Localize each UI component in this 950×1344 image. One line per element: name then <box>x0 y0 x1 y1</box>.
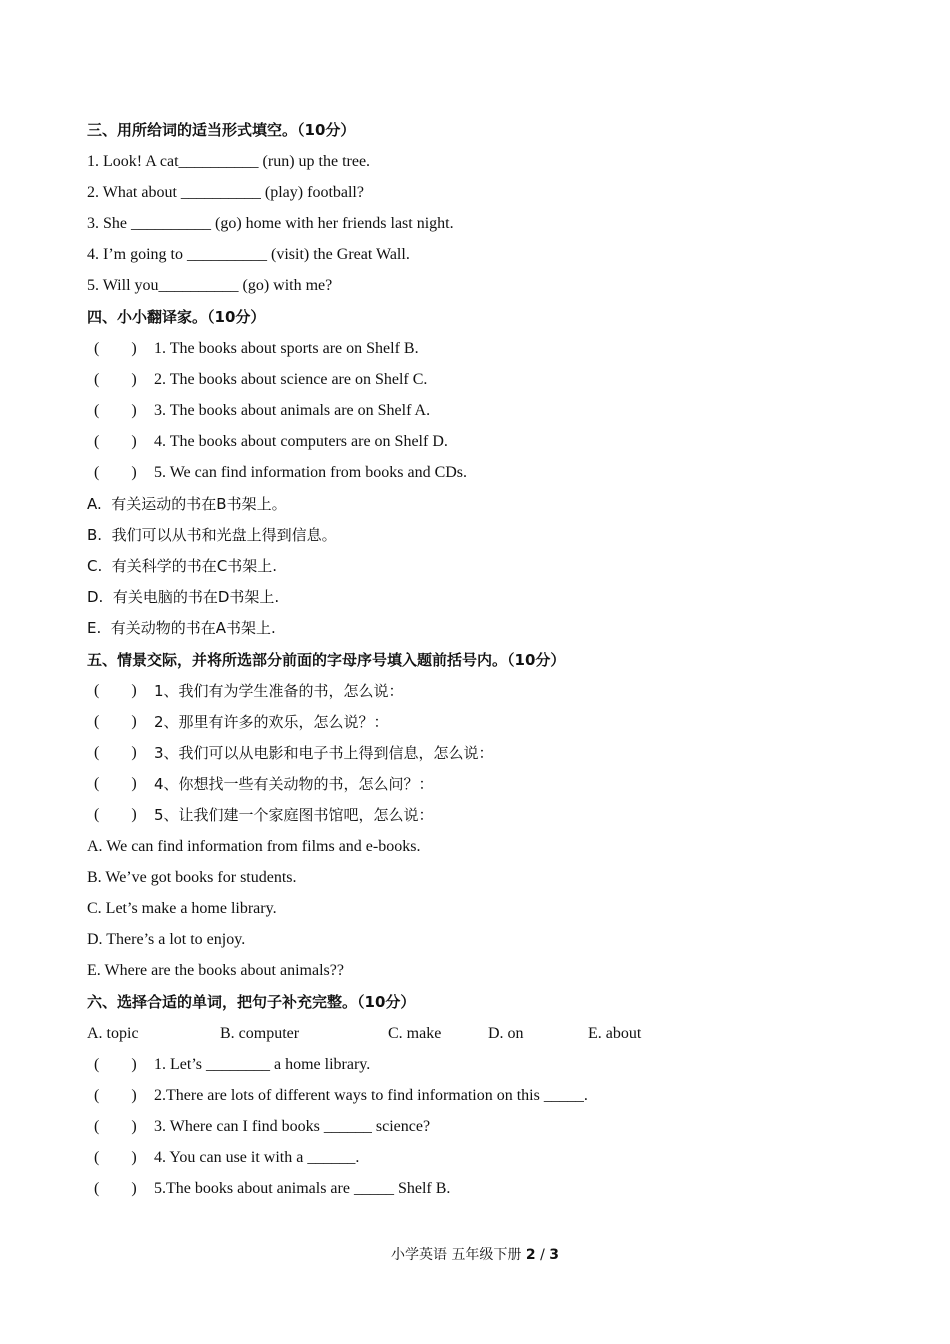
footer-label: 小学英语 五年级下册 <box>390 1247 526 1263</box>
section-5-item-4: 4、你想找一些有关动物的书，怎么问？： <box>154 775 434 793</box>
word-choice-a: A. topic <box>87 1025 139 1042</box>
section-4-item-2: 2. The books about science are on Shelf C. <box>154 371 428 388</box>
section-5-option-b: B. We’ve got books for students. <box>87 869 297 886</box>
section-4-heading: 四、小小翻译家。（10分） <box>87 308 266 326</box>
section-6-heading: 六、选择合适的单词，把句子补充完整。（10分） <box>87 993 416 1011</box>
section-4-option-d: D. 有关电脑的书在D书架上. <box>87 588 280 606</box>
answer-bracket: ( ) <box>94 1087 137 1104</box>
section-3-item-5: 5. Will you__________ (go) with me? <box>87 277 333 294</box>
section-5-option-d: D. There’s a lot to enjoy. <box>87 931 246 948</box>
answer-bracket: ( ) <box>94 371 137 388</box>
section-5-heading: 五、情景交际，并将所选部分前面的字母序号填入题前括号内。（10分） <box>87 651 566 669</box>
answer-bracket: ( ) <box>94 744 137 761</box>
section-5-item-2: 2、那里有许多的欢乐，怎么说？： <box>154 713 389 731</box>
section-6-item-4: 4. You can use it with a ______. <box>154 1149 360 1166</box>
section-3-heading: 三、用所给词的适当形式填空。（10分） <box>87 121 356 139</box>
section-4-option-b: B. 我们可以从书和光盘上得到信息。 <box>87 526 337 544</box>
section-6-item-1: 1. Let’s ________ a home library. <box>154 1056 371 1073</box>
page-footer <box>0 1246 950 1264</box>
answer-bracket: ( ) <box>94 340 137 357</box>
page-total: 3 <box>549 1247 560 1263</box>
section-6-item-2: 2.There are lots of different ways to find information on this _____. <box>154 1087 588 1104</box>
answer-bracket: ( ) <box>94 713 137 730</box>
section-4-item-3: 3. The books about animals are on Shelf A. <box>154 402 431 419</box>
word-choice-c: C. make <box>388 1025 442 1042</box>
page-separator: / <box>535 1247 550 1263</box>
section-3-item-1: 1. Look! A cat__________ (run) up the tree. <box>87 153 371 170</box>
answer-bracket: ( ) <box>94 1056 137 1073</box>
section-4-item-1: 1. The books about sports are on Shelf B. <box>154 340 419 357</box>
section-4-option-c: C. 有关科学的书在C书架上. <box>87 557 278 575</box>
answer-bracket: ( ) <box>94 402 137 419</box>
section-3-item-2: 2. What about __________ (play) football? <box>87 184 364 201</box>
answer-bracket: ( ) <box>94 806 137 823</box>
section-5-option-c: C. Let’s make a home library. <box>87 900 277 917</box>
page-number: 2 <box>525 1247 536 1263</box>
section-5-item-3: 3、我们可以从电影和电子书上得到信息，怎么说： <box>154 744 494 762</box>
word-choice-e: E. about <box>588 1025 642 1042</box>
section-6-item-5: 5.The books about animals are _____ Shelf B. <box>154 1180 451 1197</box>
section-5-item-1: 1、我们有为学生准备的书，怎么说： <box>154 682 404 700</box>
word-choice-b: B. computer <box>220 1025 300 1042</box>
answer-bracket: ( ) <box>94 1149 137 1166</box>
section-5-option-e: E. Where are the books about animals?? <box>87 962 344 979</box>
section-4-option-a: A. 有关运动的书在B书架上。 <box>87 495 287 513</box>
section-5-option-a: A. We can find information from films and e-books. <box>87 838 421 855</box>
section-4-item-5: 5. We can find information from books and CDs. <box>154 464 468 481</box>
section-3-item-3: 3. She __________ (go) home with her friends last night. <box>87 215 454 232</box>
answer-bracket: ( ) <box>94 1180 137 1197</box>
answer-bracket: ( ) <box>94 464 137 481</box>
word-choice-d: D. on <box>488 1025 524 1042</box>
section-3-item-4: 4. I’m going to __________ (visit) the Great Wall. <box>87 246 410 263</box>
answer-bracket: ( ) <box>94 775 137 792</box>
answer-bracket: ( ) <box>94 433 137 450</box>
answer-bracket: ( ) <box>94 682 137 699</box>
section-5-item-5: 5、让我们建一个家庭图书馆吧，怎么说： <box>154 806 434 824</box>
answer-bracket: ( ) <box>94 1118 137 1135</box>
section-6-item-3: 3. Where can I find books ______ science? <box>154 1118 431 1135</box>
section-4-item-4: 4. The books about computers are on Shelf D. <box>154 433 448 450</box>
section-4-option-e: E. 有关动物的书在A书架上. <box>87 619 276 637</box>
